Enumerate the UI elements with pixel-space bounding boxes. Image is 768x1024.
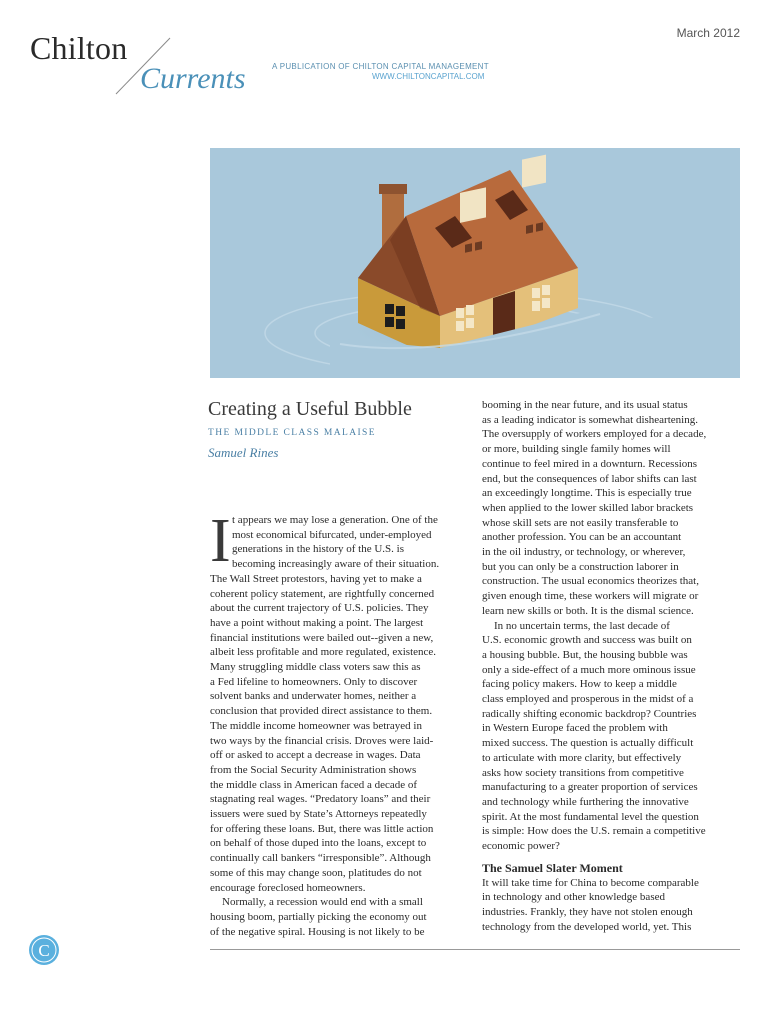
body-line: conclusion that provided direct assistance to them. <box>210 705 433 718</box>
body-line: The middle income homeowner was betrayed in <box>210 719 422 732</box>
flooded-house-illustration <box>210 148 740 378</box>
body-line: mixed success. The question is actually difficult <box>482 737 694 750</box>
body-line: about the current trajectory of U.S. policies. They <box>210 602 429 615</box>
body-line: industries. Frankly, they have not stolen enough <box>482 905 693 918</box>
body-line: continually call bankers “irresponsible”. Although <box>210 852 431 865</box>
body-line: stagnating real wages. “Predatory loans” and their <box>210 793 431 806</box>
body-line: or more, building single family homes will <box>482 443 671 456</box>
flooded-house-icon <box>210 148 740 378</box>
body-line: The oversupply of workers employed for a decade, <box>482 428 707 441</box>
body-line: an exceedingly longtime. This is especially true <box>482 487 692 500</box>
body-line: construction. The usual economics theorizes that, <box>482 575 699 588</box>
publication-line: A PUBLICATION OF CHILTON CAPITAL MANAGEMENT <box>272 62 489 71</box>
body-line: economic power? <box>482 840 560 853</box>
body-line: end, but the consequences of labor shifts can last <box>482 472 697 485</box>
body-line: Many struggling middle class voters saw this as <box>210 661 421 674</box>
body-line: two ways by the financial crisis. Droves were laid- <box>210 734 434 747</box>
body-line: only a side-effect of a much more ominous issue <box>482 663 696 676</box>
website-link[interactable]: WWW.CHILTONCAPITAL.COM <box>372 72 485 81</box>
body-line: in technology and other knowledge based <box>482 891 665 904</box>
body-line: technology from the developed world, yet. This <box>482 920 692 933</box>
body-line: of the negative spiral. Housing is not likely to be <box>210 925 425 938</box>
body-line: some of this may change soon, platitudes do not <box>210 866 422 879</box>
issue-date: March 2012 <box>676 26 740 40</box>
body-line: is simple: How does the U.S. remain a competitive <box>482 825 706 838</box>
article-kicker: THE MIDDLE CLASS MALAISE <box>208 428 376 438</box>
body-line: U.S. economic growth and success was built on <box>482 634 692 647</box>
body-line: when applied to the lower skilled labor brackets <box>482 501 694 514</box>
body-line: manufacturing to a greater proportion of services <box>482 781 698 794</box>
article-body-left-column <box>210 507 468 939</box>
body-line: in the oil industry, or technology, or wherever, <box>482 546 686 559</box>
body-line: and technology while furthering the innovative <box>482 795 689 808</box>
section-subhead: The Samuel Slater Moment <box>482 860 623 875</box>
body-line: coherent policy statement, are rightfully concerned <box>210 587 435 600</box>
footer-divider <box>210 949 740 950</box>
body-line: off or asked to accept a decrease in wages. Data <box>210 749 421 762</box>
body-line: have a point without making a point. The largest <box>210 616 424 629</box>
article-title: Creating a Useful Bubble <box>208 398 412 420</box>
body-line: t appears we may lose a generation. One of the <box>232 514 438 526</box>
article-byline: Samuel Rines <box>208 445 279 460</box>
brand-name-chilton: Chilton <box>30 30 128 66</box>
body-line: given enough time, these workers will migrate or <box>482 590 699 603</box>
body-line: most economical bifurcated, under-employed <box>232 528 432 541</box>
body-line: to articulate with more clarity, but effectively <box>482 751 682 764</box>
body-line: becoming increasingly aware of their situation. <box>232 558 440 571</box>
body-line: in Western Europe faced the problem with <box>482 722 668 735</box>
body-line: but you can only be a construction laborer in <box>482 560 679 573</box>
footer-logo-letter: C <box>38 941 50 960</box>
body-line: for offering these loans. But, there was little action <box>210 822 434 835</box>
article-body-right-column <box>482 398 740 934</box>
body-line: financial institutions were bailed out--given a new, <box>210 631 434 644</box>
body-line: encourage foreclosed homeowners. <box>210 881 366 894</box>
body-line: from the Social Security Administration shows <box>210 763 417 776</box>
body-line: albeit less profitable and more regulated, existence. <box>210 646 437 659</box>
body-line: radically shifting economic backdrop? Countries <box>482 707 697 720</box>
body-line: class employed and prosperous in the midst of a <box>482 693 694 706</box>
body-line: facing policy makers. How to keep a middle <box>482 678 677 691</box>
body-line: The Wall Street protestors, having yet to make a <box>210 572 422 585</box>
brand-name-currents: Currents <box>140 62 246 95</box>
body-line: a Fed lifeline to homeowners. Only to discover <box>210 675 418 688</box>
body-line: housing boom, partially picking the economy out <box>210 910 427 923</box>
body-line: It will take time for China to become comparable <box>482 876 699 889</box>
body-line: issuers were sued by State’s Attorneys repeatedly <box>210 808 427 821</box>
body-line: Normally, a recession would end with a small <box>222 896 423 909</box>
body-line: a housing bubble. But, the housing bubble was <box>482 648 688 661</box>
body-line: whose skill sets are not easily transferable to <box>482 516 679 529</box>
body-line: the middle class in American faced a decade of <box>210 778 418 791</box>
drop-cap: I <box>210 507 231 575</box>
chilton-logo-icon <box>28 934 60 966</box>
body-line: spirit. At the most fundamental level the question <box>482 810 699 823</box>
body-line: generations in the history of the U.S. is <box>232 543 405 556</box>
body-line: solvent banks and underwater homes, neither a <box>210 690 417 703</box>
body-line: In no uncertain terms, the last decade of <box>494 619 670 632</box>
body-line: as a leading indicator is somewhat disheartening. <box>482 413 698 426</box>
body-line: on behalf of those duped into the loans, except to <box>210 837 427 850</box>
body-line: asks how society transitions from competitive <box>482 766 684 779</box>
body-line: learn new skills or both. It is the dismal science. <box>482 604 694 617</box>
body-line: continue to feel mired in a downturn. Recessions <box>482 457 698 470</box>
body-line: booming in the near future, and its usual status <box>482 399 688 411</box>
body-line: another profession. You can be an accountant <box>482 531 682 544</box>
